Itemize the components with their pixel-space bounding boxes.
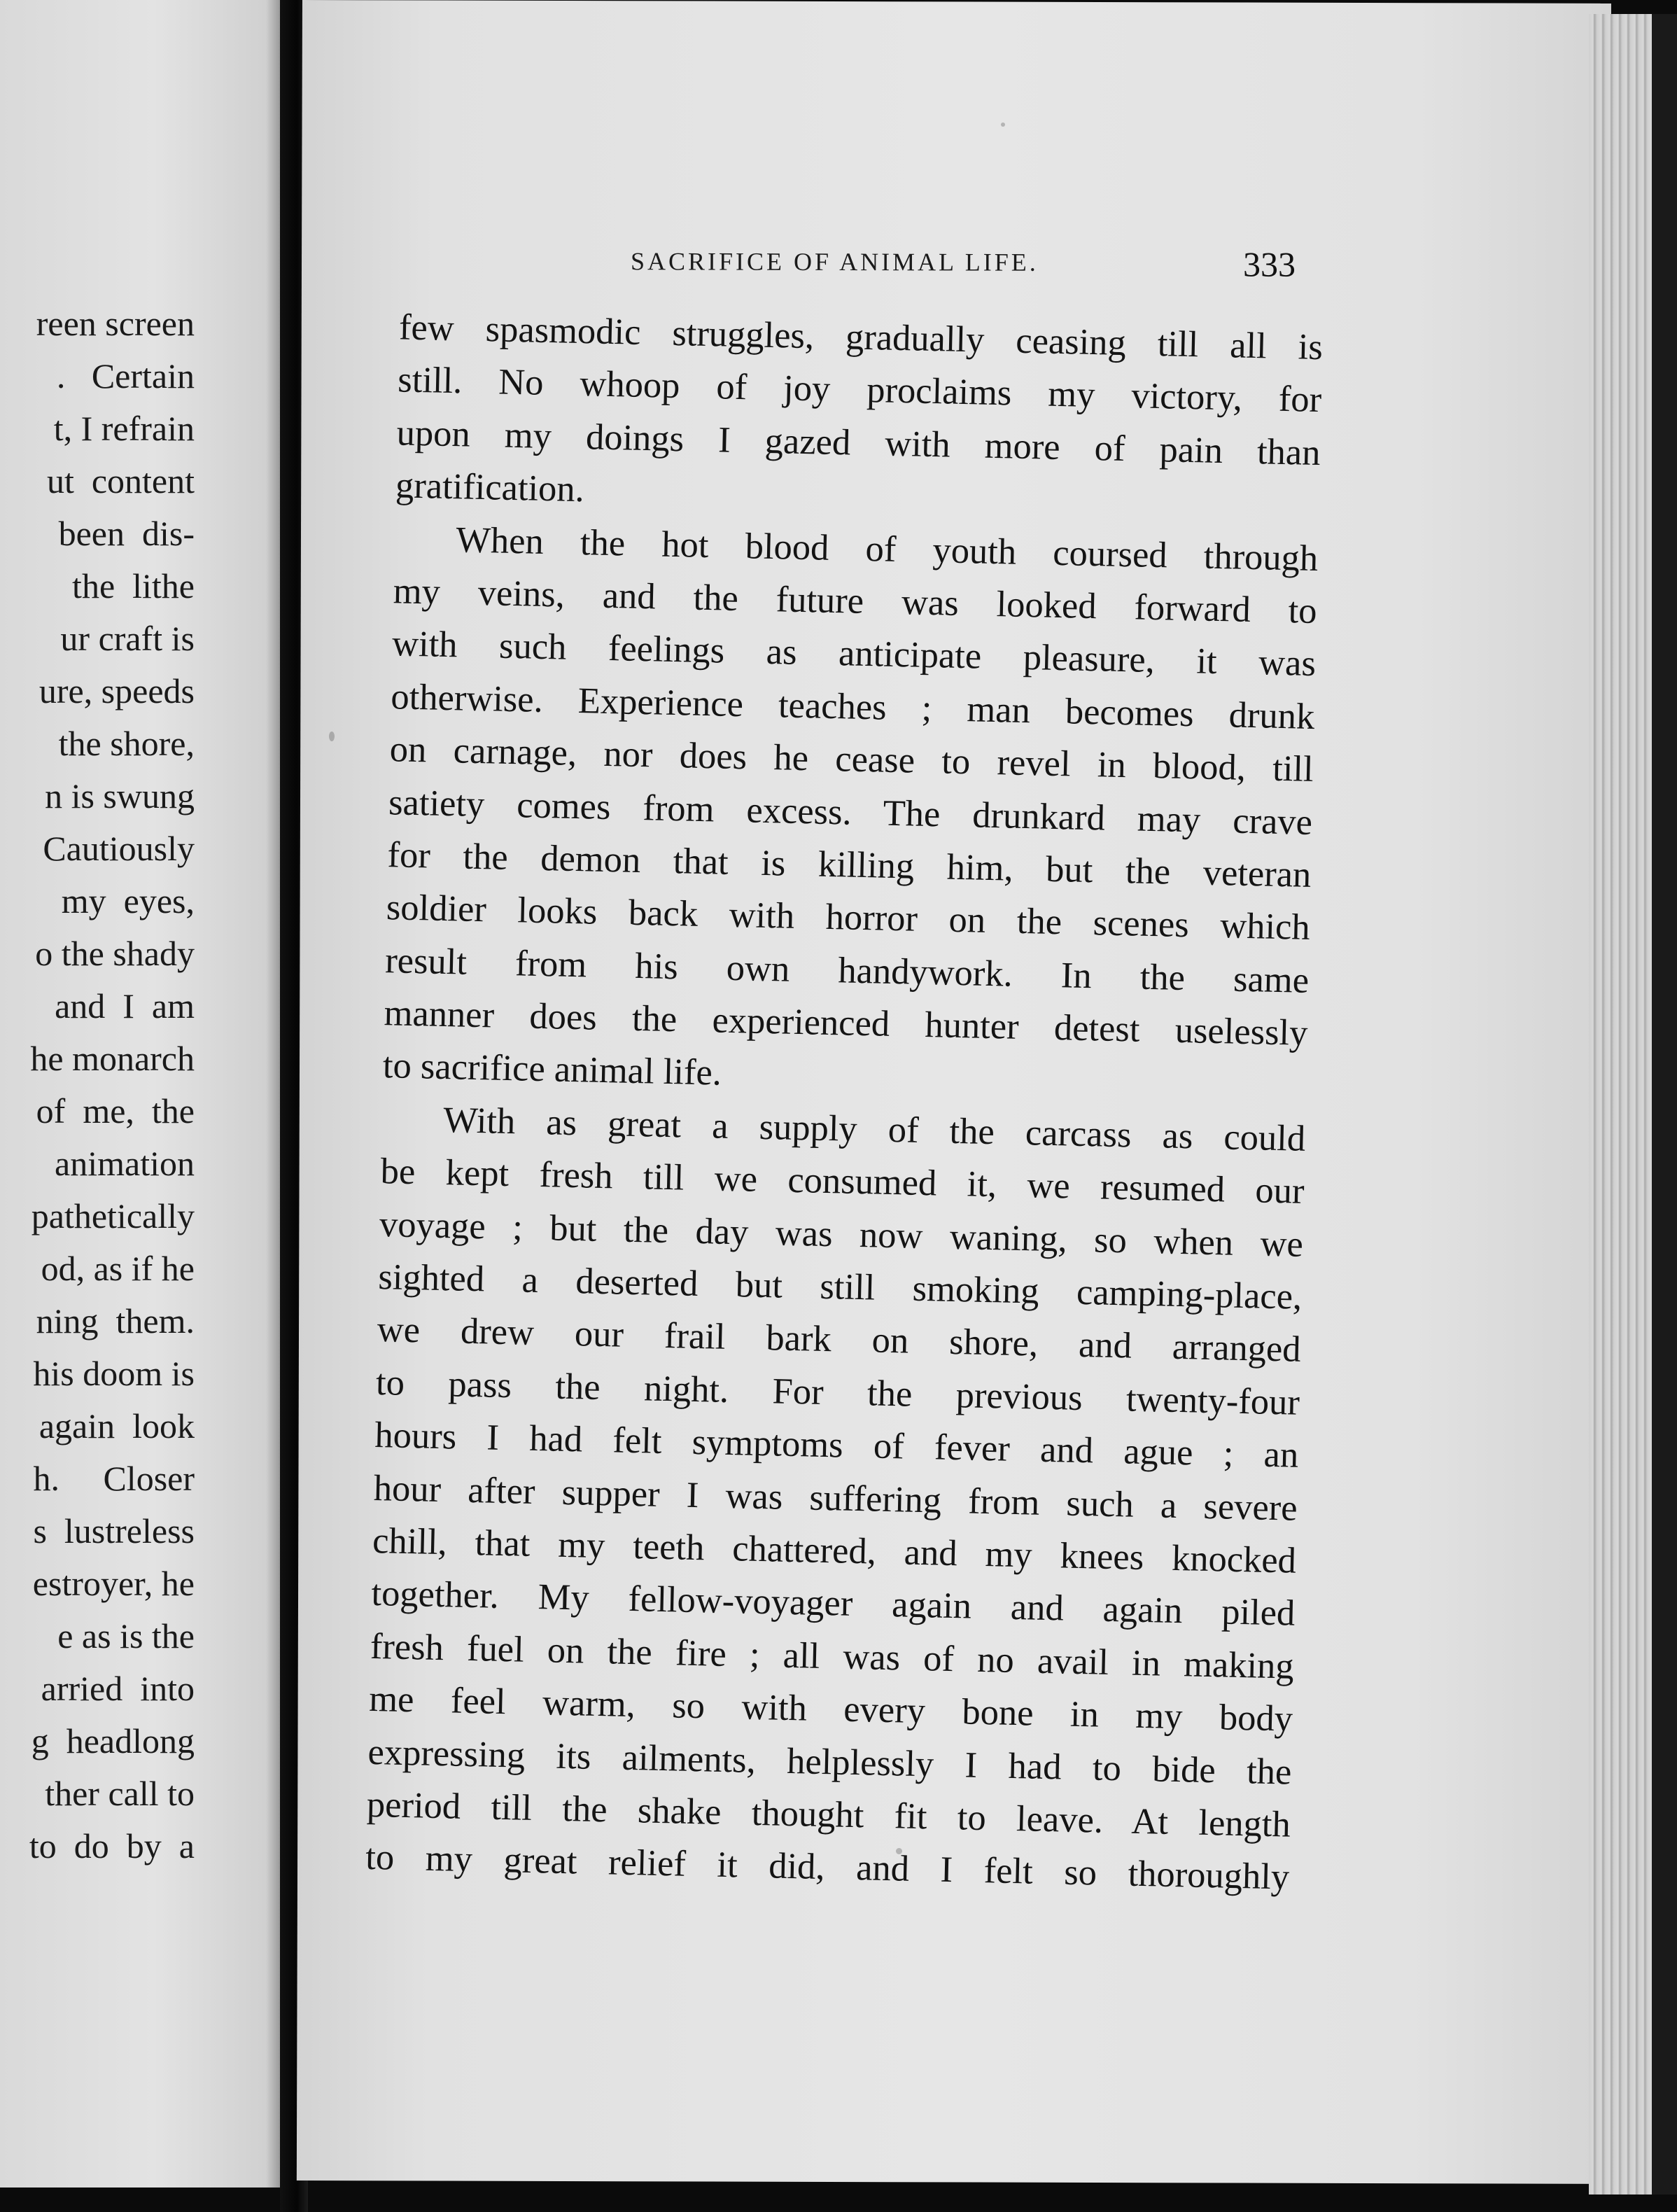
facing-page-line: . Certain [56, 356, 195, 396]
facing-page-line: h. Closer [33, 1459, 195, 1498]
text-line: sighted a deserted but still smoking camping-place, [377, 1256, 1303, 1317]
text-line: upon my doings I gazed with more of pain than [396, 412, 1321, 473]
text-line: few spasmodic struggles, gradually ceasing till all is [398, 307, 1324, 368]
text-line: me feel warm, so with every bone in my body [368, 1679, 1293, 1740]
facing-page-left [0, 0, 280, 2188]
paragraph [395, 301, 1323, 532]
facing-page-line: my eyes, [61, 881, 195, 920]
text-line: When the hot blood of youth coursed through [455, 519, 1319, 579]
facing-page-line: n is swung [45, 776, 195, 816]
facing-page-line: the lithe [72, 566, 195, 606]
facing-page-line: the shore, [58, 724, 195, 763]
text-line: still. No whoop of joy proclaims my victory, for [397, 359, 1322, 421]
text-line: to sacrifice animal life. [382, 1045, 722, 1094]
facing-page-line: he monarch [30, 1039, 195, 1078]
facing-page-line: ut content [46, 461, 195, 500]
facing-page-line: s lustreless [33, 1511, 195, 1550]
scan-speck [1001, 122, 1005, 127]
facing-page-line: reen screen [36, 304, 195, 343]
facing-page-line: ure, speeds [38, 671, 195, 710]
facing-page-line: pathetically [31, 1196, 195, 1236]
text-line: fresh fuel on the fire ; all was of no avail in making [370, 1625, 1295, 1687]
facing-page-line: his doom is [33, 1354, 195, 1393]
facing-page-line: again look [38, 1406, 195, 1446]
text-line: hour after supper I was suffering from such a severe [373, 1467, 1298, 1529]
facing-page-line: of me, the [36, 1091, 195, 1130]
text-line: on carnage, nor does he cease to revel in blood, till [389, 729, 1314, 790]
page-body-text [365, 301, 1324, 1904]
text-line: soldier looks back with horror on the scenes which [386, 887, 1311, 948]
text-line: chill, that my teeth chattered, and my knees knocked [372, 1520, 1297, 1581]
facing-page-line: t, I refrain [53, 409, 195, 448]
facing-page-line: ur craft is [60, 619, 195, 658]
text-line: together. My fellow-voyager again and again piled [370, 1573, 1296, 1634]
scan-speck [896, 1848, 902, 1854]
running-head-title: SACRIFICE OF ANIMAL LIFE. [630, 247, 1039, 276]
text-line: be kept fresh till we consumed it, we resumed our [380, 1151, 1305, 1212]
text-line: with such feelings as anticipate pleasure, it was [391, 623, 1317, 685]
text-line: my veins, and the future was looked forward to [393, 570, 1318, 632]
text-line: result from his own handywork. In the same [384, 939, 1310, 1001]
text-line: expressing its ailments, helplessly I had to bide the [367, 1731, 1292, 1793]
text-line: voyage ; but the day was now waning, so when we [379, 1203, 1304, 1265]
text-line: to pass the night. For the previous twenty-four [375, 1362, 1300, 1423]
text-line: gratification. [395, 465, 585, 510]
facing-page-line: arried into [41, 1669, 195, 1708]
book-page-333 [297, 0, 1611, 2184]
text-line: manner does the experienced hunter detest uselessly [384, 993, 1309, 1054]
text-line: to my great relief it did, and I felt so thoroughly [365, 1837, 1290, 1898]
scan-speck [329, 732, 335, 741]
text-line: we drew our frail bark on shore, and arranged [377, 1309, 1302, 1371]
facing-page-line: been dis- [58, 514, 195, 553]
facing-page-line: to do by a [29, 1826, 195, 1865]
text-line: With as great a supply of the carcass as could [442, 1099, 1306, 1159]
facing-page-line: estroyer, he [32, 1564, 195, 1603]
text-line: satiety comes from excess. The drunkard may crave [388, 781, 1313, 843]
page-number: 333 [1242, 244, 1296, 284]
facing-page-line: animation [55, 1144, 195, 1183]
facing-page-line: Cautiously [43, 829, 195, 868]
facing-page-text [29, 298, 195, 1872]
running-head [302, 241, 1611, 294]
facing-page-line: od, as if he [41, 1249, 195, 1288]
facing-page-line: g headlong [31, 1721, 195, 1760]
facing-page-line: ning them. [36, 1301, 195, 1340]
text-line: otherwise. Experience teaches ; man becomes drunk [390, 676, 1315, 737]
text-line: hours I had felt symptoms of fever and ague ; an [374, 1415, 1299, 1476]
text-line: period till the shake thought fit to leave. At length [366, 1784, 1291, 1845]
facing-page-line: and I am [55, 986, 195, 1026]
text-line: for the demon that is killing him, but the veteran [386, 834, 1312, 895]
paragraph [365, 1093, 1306, 1904]
facing-page-line: e as is the [57, 1616, 195, 1656]
page-edges [1589, 14, 1677, 2194]
facing-page-line: ther call to [45, 1774, 195, 1813]
paragraph [382, 512, 1319, 1113]
facing-page-line: o the shady [35, 934, 195, 973]
